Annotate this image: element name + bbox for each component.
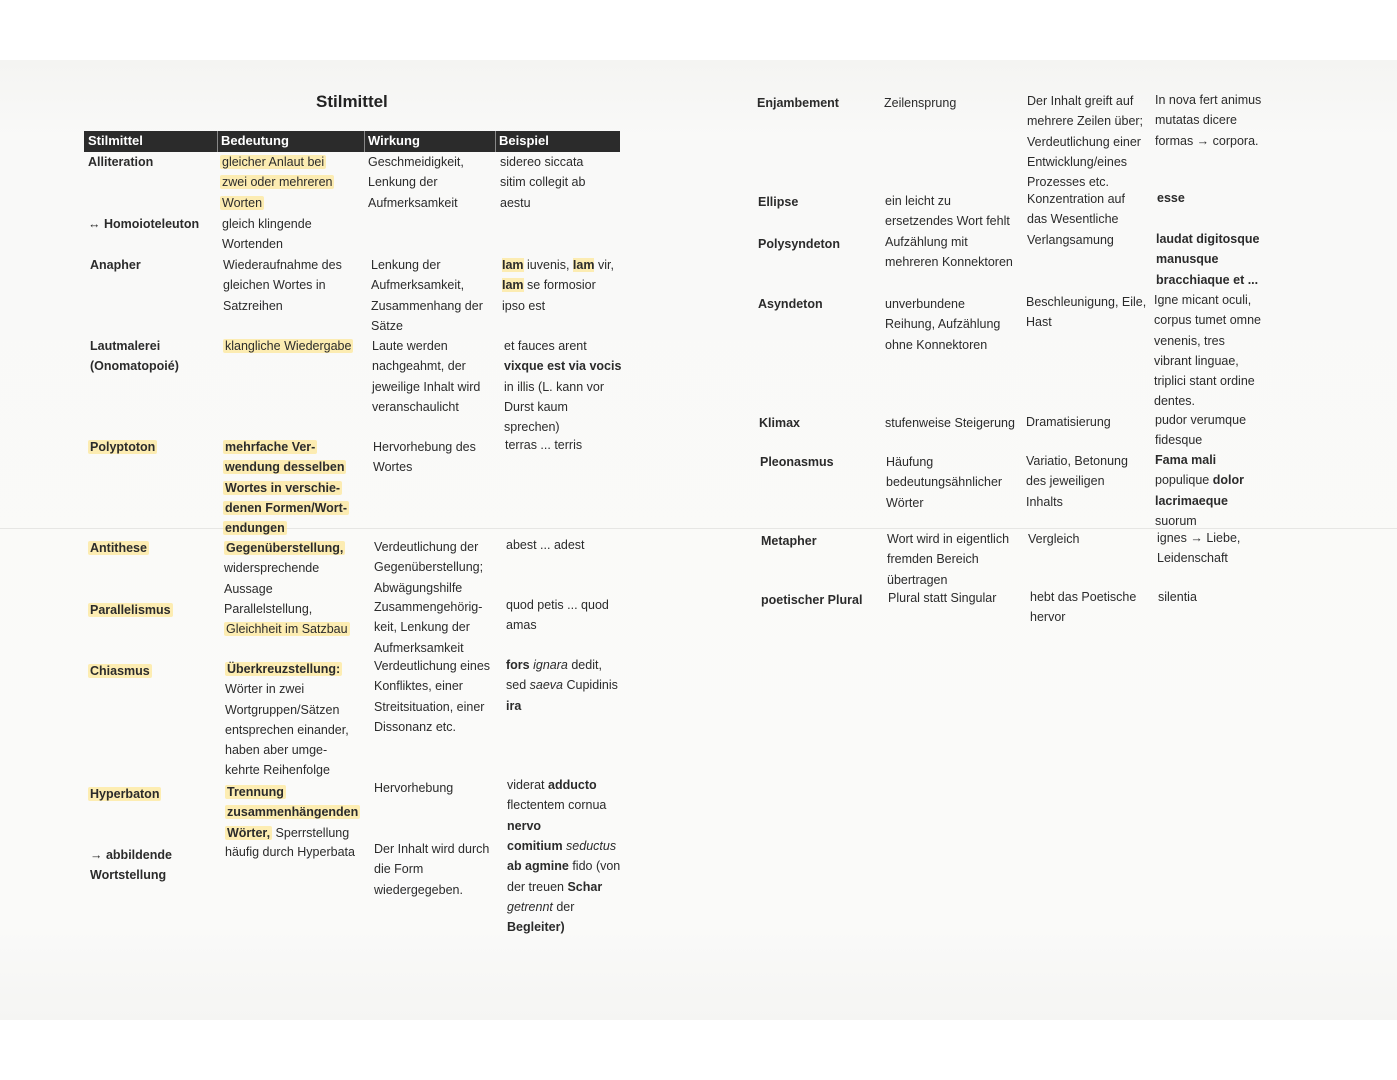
beispiel-pleonasmus: Fama mali populique dolor lacrimaeque suorum: [1155, 453, 1244, 528]
bedeutung-metapher: Wort wird in eigentlich fremden Bereich übertragen: [887, 532, 1010, 587]
beispiel-anapher: Iam iuvenis, Iam vir, Iam se formosior ipso est: [502, 258, 614, 313]
wirkung-enjambement: Der Inhalt greift auf mehrere Zeilen über; Verdeutlichung einer Entwicklung/eines Prozesses etc.: [1027, 94, 1144, 190]
term-hyperbaton: Hyperbaton: [90, 787, 160, 801]
wirkung-antithese: Verdeutlichung der Gegenüberstellung; Abwägungshilfe: [374, 540, 484, 595]
header-bedeutung: Bedeutung: [221, 133, 289, 148]
bedeutung-polyptoton: mehrfache Ver- wendung desselben Wortes in verschie- denen Formen/Wort- endungen: [225, 440, 347, 536]
beispiel-metapher: ignes → Liebe, Leidenschaft: [1157, 531, 1241, 566]
term-polyptoton: Polyptoton: [90, 440, 156, 454]
term-chiasmus: Chiasmus: [90, 664, 150, 678]
wirkung-plural: hebt das Poetische hervor: [1030, 590, 1137, 625]
beispiel-lautmalerei: et fauces arent vixque est via vocis in illis (L. kann vor Durst kaum sprechen): [504, 339, 622, 435]
bedeutung-antithese: Gegenüberstellung, widersprechende Aussage: [224, 541, 344, 596]
bedeutung-homoioteleuton: gleich klingende Wortenden: [222, 217, 312, 252]
beispiel-hyperbaton: viderat adducto flectentem cornua nervo: [507, 778, 607, 833]
term-poetischer-plural: poetischer Plural: [761, 593, 863, 607]
header-wirkung: Wirkung: [368, 133, 420, 148]
bedeutung-anapher: Wiederaufnahme des gleichen Wortes in Satzreihen: [223, 258, 342, 313]
wirkung-anapher: Lenkung der Aufmerksamkeit, Zusammenhang der Sätze: [371, 258, 483, 333]
term-anapher: Anapher: [90, 258, 141, 272]
bedeutung-polysyndeton: Aufzählung mit mehreren Konnektoren: [885, 235, 1013, 270]
term-metapher: Metapher: [761, 534, 817, 548]
bedeutung-parallelismus: Parallelstellung, Gleichheit im Satzbau: [224, 602, 348, 637]
wirkung-abbildende: Der Inhalt wird durch die Form wiedergegeben.: [374, 842, 490, 897]
bedeutung-plural: Plural statt Singular: [888, 591, 997, 605]
beispiel-ellipse: esse: [1157, 191, 1185, 205]
bedeutung-pleonasmus: Häufung bedeutungsähnlicher Wörter: [886, 455, 1003, 510]
beispiel-enjambement: In nova fert animus mutatas dicere formas → corpora.: [1155, 93, 1262, 148]
bedeutung-hyperbaton: Trennung zusammenhängenden Wörter, Sperrstellung: [227, 785, 359, 840]
bedeutung-klimax: stufenweise Steigerung: [885, 416, 1015, 430]
term-asyndeton: Asyndeton: [758, 297, 823, 311]
beispiel-asyndeton: Igne micant oculi, corpus tumet omne venenis, tres vibrant linguae, triplici stant ordine dentes.: [1154, 293, 1261, 409]
bedeutung-abbildende: häufig durch Hyperbata: [225, 845, 355, 859]
bedeutung-asyndeton: unverbundene Reihung, Aufzählung ohne Konnektoren: [885, 297, 1001, 352]
wirkung-chiasmus: Verdeutlichung eines Konfliktes, einer Streitsituation, einer Dissonanz etc.: [374, 659, 491, 734]
beispiel-abbildende: comitium seductus ab agmine fido (von der treuen Schar getrennt der Begleiter): [507, 839, 621, 935]
table-header: [84, 131, 620, 152]
wirkung-ellipse: Konzentration auf das Wesentliche: [1027, 192, 1125, 227]
beispiel-polysyndeton: laudat digitosque manusque bracchiaque et ...: [1156, 232, 1260, 287]
term-abbildende-wortstellung: → abbildende Wortstellung: [90, 848, 172, 883]
wirkung-lautmalerei: Laute werden nachgeahmt, der jeweilige Inhalt wird veranschaulicht: [372, 339, 481, 414]
beispiel-chiasmus: fors ignara dedit, sed saeva Cupidinis ira: [506, 658, 618, 713]
term-klimax: Klimax: [759, 416, 800, 430]
bedeutung-ellipse: ein leicht zu ersetzendes Wort fehlt: [885, 194, 1010, 229]
bedeutung-alliteration: gleicher Anlaut bei zwei oder mehreren Worten: [222, 155, 333, 210]
wirkung-klimax: Dramatisierung: [1026, 415, 1111, 429]
term-polysyndeton: Polysyndeton: [758, 237, 840, 251]
term-pleonasmus: Pleonasmus: [760, 455, 834, 469]
beispiel-klimax: pudor verumque fidesque: [1155, 413, 1247, 448]
wirkung-polyptoton: Hervorhebung des Wortes: [373, 440, 476, 475]
beispiel-alliteration: sidereo siccata sitim collegit ab aestu: [500, 155, 586, 210]
bedeutung-chiasmus: Überkreuzstellung: Wörter in zwei Wortgruppen/Sätzen entsprechen einander, haben aber umge- kehrte Reihenfolge: [225, 662, 349, 778]
term-alliteration: Alliteration: [88, 155, 154, 169]
wirkung-metapher: Vergleich: [1028, 532, 1080, 546]
term-parallelismus: Parallelismus: [90, 603, 171, 617]
beispiel-plural: silentia: [1158, 590, 1197, 604]
beispiel-polyptoton: terras ... terris: [505, 438, 583, 452]
wirkung-hyperbaton: Hervorhebung: [374, 781, 454, 795]
wirkung-asyndeton: Beschleunigung, Eile, Hast: [1026, 295, 1147, 330]
term-antithese: Antithese: [90, 541, 147, 555]
bedeutung-enjambement: Zeilensprung: [884, 96, 957, 110]
wirkung-polysyndeton: Verlangsamung: [1027, 233, 1114, 247]
header-stilmittel: Stilmittel: [88, 133, 143, 148]
wirkung-pleonasmus: Variatio, Betonung des jeweiligen Inhalts: [1026, 454, 1128, 509]
bedeutung-lautmalerei: klangliche Wiedergabe: [225, 339, 352, 353]
term-enjambement: Enjambement: [757, 96, 839, 110]
wirkung-parallelismus: Zusammengehörig- keit, Lenkung der Aufmerksamkeit: [374, 600, 483, 655]
beispiel-antithese: abest ... adest: [506, 538, 585, 552]
page-title: Stilmittel: [316, 92, 388, 111]
wirkung-alliteration: Geschmeidigkeit, Lenkung der Aufmerksamkeit: [368, 155, 464, 210]
term-lautmalerei: Lautmalerei (Onomatopoié): [90, 339, 179, 374]
beispiel-parallelismus: quod petis ... quod amas: [506, 598, 609, 633]
header-beispiel: Beispiel: [499, 133, 549, 148]
term-ellipse: Ellipse: [758, 195, 799, 209]
term-homoioteleuton: ↔ Homoioteleuton: [88, 217, 200, 231]
